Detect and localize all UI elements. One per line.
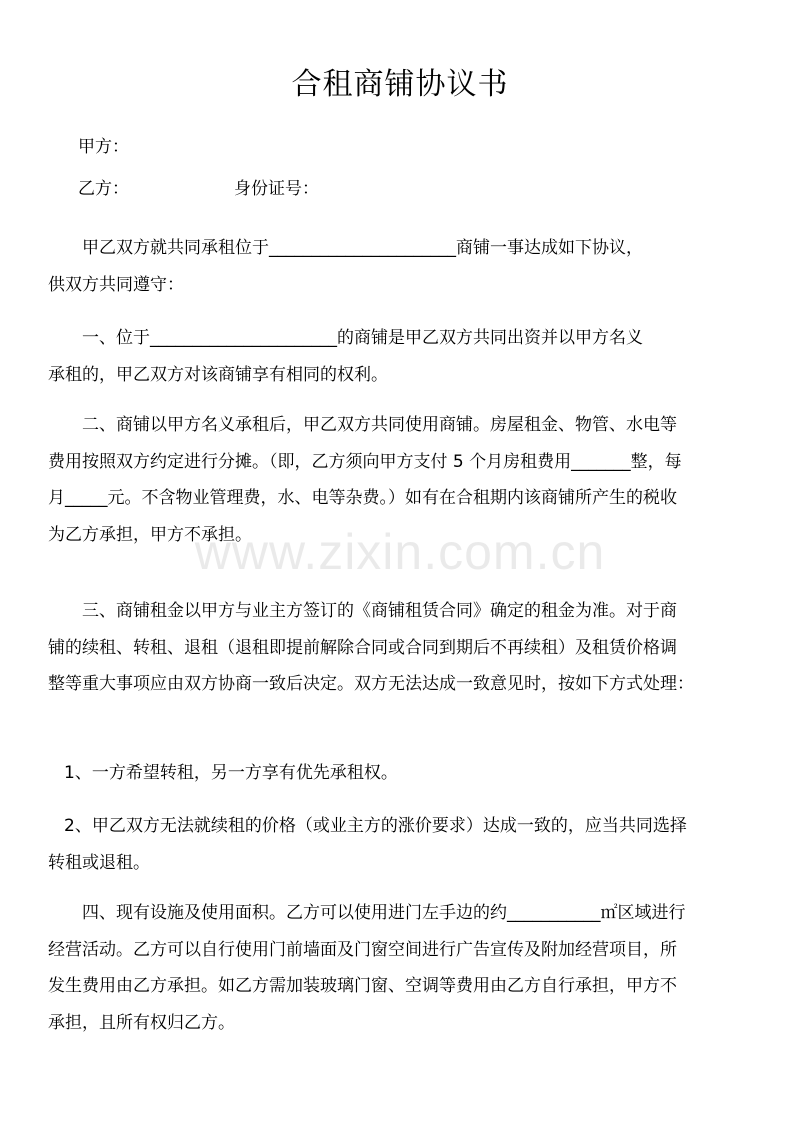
clause-4-line-4: 承担，且所有权归乙方。 — [48, 1012, 235, 1033]
clause-4-line-3: 发生费用由乙方承担。如乙方需加装玻璃门窗、空调等费用由乙方自行承担，甲方不 — [48, 976, 677, 996]
clause-1-line-1: 一、位于______________________的商铺是甲乙双方共同出资并以甲方名义 — [82, 328, 643, 348]
document-title: 合租商铺协议书 — [291, 67, 509, 102]
clause-3-line-3: 整等重大事项应由双方协商一致后决定。双方无法达成一致意见时，按如下方式处理： — [48, 674, 694, 694]
item-2-line-1: 2、甲乙双方无法就续租的价格（或业主方的涨价要求）达成一致的，应当共同选择 — [64, 816, 687, 836]
clause-2-line-1: 二、商铺以甲方名义承租后，甲乙双方共同使用商铺。房屋租金、物管、水电等 — [82, 415, 677, 435]
clause-4-line-1: 四、现有设施及使用面积。乙方可以使用进门左手边的约___________㎡区域进行 — [82, 903, 686, 923]
item-2 — [48, 808, 760, 881]
id-number-label: 身份证号： — [234, 179, 319, 199]
intro-line-1: 甲乙双方就共同承租位于______________________商铺一事达成如下协议， — [82, 238, 643, 258]
item-1: 1、一方希望转租，另一方享有优先承租权。 — [64, 763, 398, 783]
clause-2-line-4: 为乙方承担，甲方不承担。 — [48, 524, 252, 545]
clause-3-line-2: 铺的续租、转租、退租（退租即提前解除合同或合同到期后不再续租）及租赁价格调 — [48, 637, 677, 658]
intro-paragraph — [48, 230, 760, 303]
clause-2-line-2: 费用按照双方约定进行分摊。（即，乙方须向甲方支付 5 个月房租费用_______整，每 — [48, 451, 682, 472]
clause-4-line-2: 经营活动。乙方可以自行使用门前墙面及门窗空间进行广告宣传及附加经营项目，所 — [48, 939, 677, 960]
clause-1-line-2: 承租的，甲乙双方对该商铺享有相同的权利。 — [48, 364, 388, 385]
clause-4 — [48, 895, 760, 1041]
party-b-label: 乙方： — [78, 179, 129, 199]
clause-1 — [48, 320, 760, 393]
clause-2-line-3: 月_____元。不含物业管理费，水、电等杂费。）如有在合租期内该商铺所产生的税收 — [48, 488, 677, 508]
clause-3-line-1: 三、商铺租金以甲方与业主方签订的《商铺租赁合同》确定的租金为准。对于商 — [82, 601, 677, 621]
clause-3 — [48, 593, 760, 703]
watermark: www.zixin.com.cn — [194, 524, 606, 580]
party-a-label: 甲方： — [78, 137, 129, 157]
item-2-line-2: 转租或退租。 — [48, 852, 150, 873]
intro-line-2: 供双方共同遵守： — [48, 274, 184, 295]
